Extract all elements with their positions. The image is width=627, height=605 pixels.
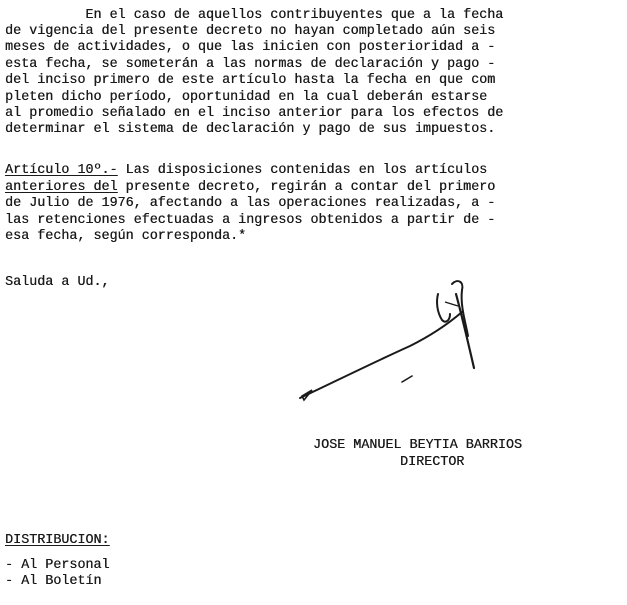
article-10-line-4: las retenciones efectuadas a ingresos obtenidos a partir de -	[5, 213, 496, 228]
closing-salutation: Saluda a Ud.,	[5, 275, 110, 290]
paragraph-1-line-6: pleten dicho período, oportunidad en la cual deberán estarse	[5, 90, 488, 105]
article-10-line-1	[5, 163, 487, 179]
distribution-item-boletin: - Al Boletín	[5, 574, 102, 589]
article-10-underlined-text: anteriores del	[5, 180, 118, 195]
article-10-line-2	[5, 180, 495, 196]
article-10-line-1-text: Las disposiciones contenidas en los artículos	[117, 163, 488, 178]
paragraph-1-line-8: determinar el sistema de declaración y pago de sus impuestos.	[5, 122, 496, 137]
signatory-name: JOSE MANUEL BEYTIA BARRIOS	[313, 438, 522, 453]
article-10-heading: Artículo 10º.-	[5, 163, 118, 178]
article-10-line-3: de Julio de 1976, afectando a las operaciones realizadas, a -	[5, 196, 496, 211]
distribution-item-personal: - Al Personal	[5, 558, 110, 573]
distribution-heading	[5, 533, 109, 549]
article-10-line-5: esa fecha, según corresponda.*	[5, 229, 247, 244]
paragraph-1-line-7: al promedio señalado en el inciso anterior para los efectos de	[5, 106, 504, 121]
paragraph-1-line-4: esta fecha, se someterán a las normas de declaración y pago -	[5, 57, 496, 72]
article-10-line-2-text: presente decreto, regirán a contar del primero	[117, 180, 496, 195]
handwritten-signature	[290, 272, 490, 412]
distribution-heading-text: DISTRIBUCION:	[5, 533, 110, 548]
paragraph-1-line-3: meses de actividades, o que las inicien con posterioridad a -	[5, 40, 496, 55]
paragraph-1-line-5: del inciso primero de este artículo hasta la fecha en que com	[5, 73, 496, 88]
paragraph-1-line-1: En el caso de aquellos contribuyentes que a la fecha	[5, 8, 504, 23]
paragraph-1-line-2: de vigencia del presente decreto no hayan completado aún seis	[5, 24, 496, 39]
signatory-title: DIRECTOR	[400, 455, 465, 470]
